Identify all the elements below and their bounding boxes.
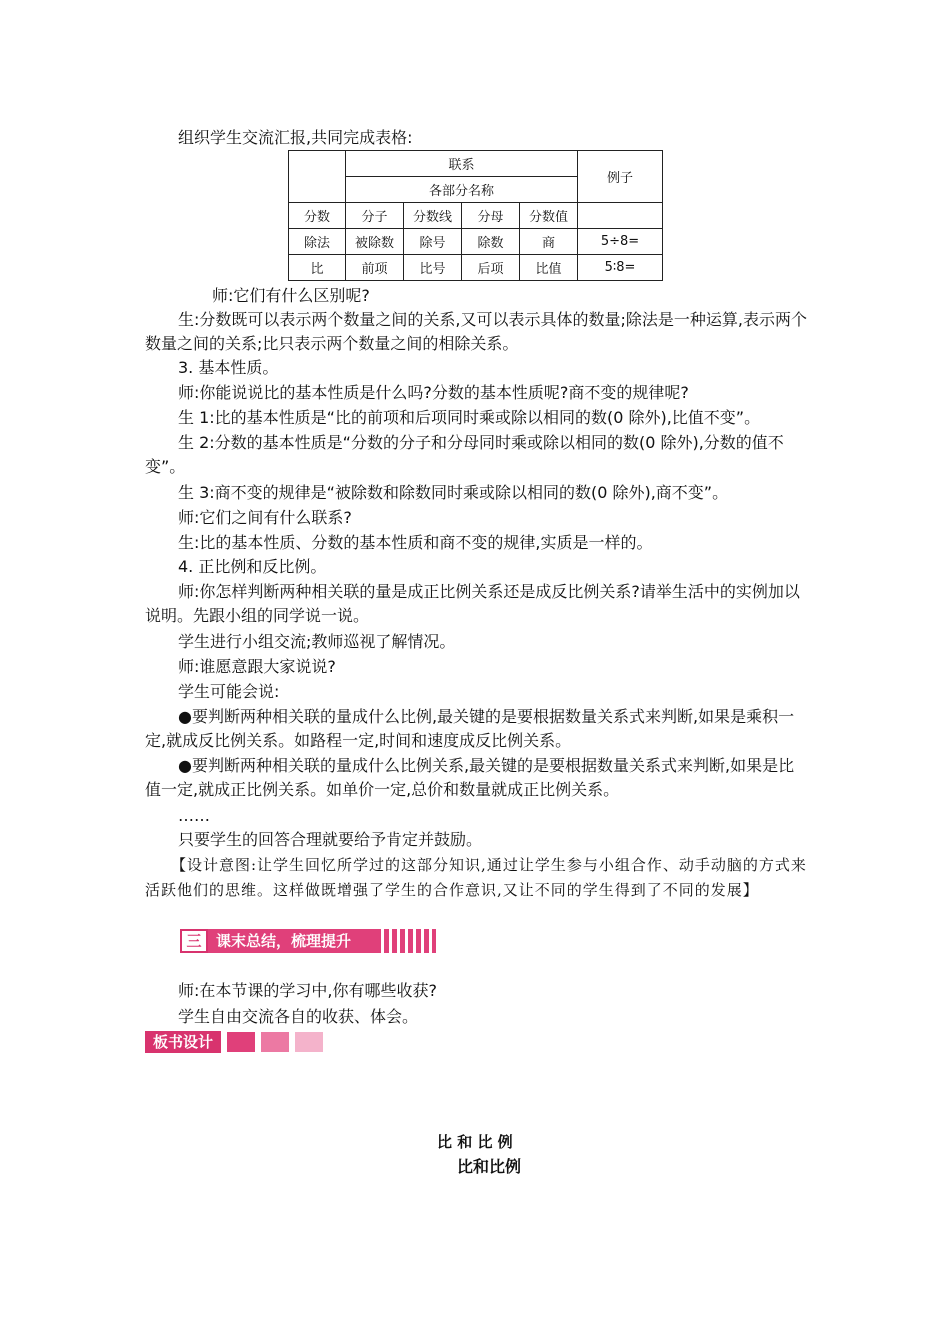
section-title: 课末总结，梳理提升: [208, 929, 376, 953]
design-intent: 【设计意图:让学生回忆所学过的这部分知识,通过让学生参与小组合作、动手动脑的方式来活跃他们的思维。这样做既增强了学生的合作意识,又让不同的学生得到了不同的发展】: [145, 856, 807, 899]
board-design-banner: [145, 1031, 323, 1053]
table-cell-example: 5∶8=: [578, 255, 663, 281]
section-banner: [180, 929, 436, 953]
board-subtitle: 比和比例: [457, 1157, 522, 1176]
line-3: 3. 基本性质。: [178, 358, 279, 377]
line-5: 生 1:比的基本性质是“比的前项和后项同时乘或除以相同的数(0 除外),比值不变”。: [178, 408, 761, 427]
line-9: 生:比的基本性质、分数的基本性质和商不变的规律,实质是一样的。: [178, 533, 653, 552]
line-11: 师:你怎样判断两种相关联的量是成正比例关系还是成反比例关系?请举生活中的实例加以说明。先跟小组的同学说一说。: [145, 582, 800, 625]
header-example: 例子: [578, 151, 663, 203]
line-12: 学生进行小组交流;教师巡视了解情况。: [178, 632, 456, 651]
table-cell: 分数线: [404, 203, 462, 229]
line-4: 师:你能说说比的基本性质是什么吗?分数的基本性质呢?商不变的规律呢?: [178, 383, 689, 402]
row-name: 比: [289, 255, 346, 281]
table-cell-example: [578, 203, 663, 229]
decor-square: [295, 1032, 323, 1052]
section-number: 三: [180, 929, 208, 953]
table-row: [289, 203, 663, 229]
table-cell: 商: [520, 229, 578, 255]
table-cell: 比号: [404, 255, 462, 281]
line-6: 生 2:分数的基本性质是“分数的分子和分母同时乘或除以相同的数(0 除外),分数的值不变”。: [145, 433, 784, 476]
line-8: 师:它们之间有什么联系?: [178, 508, 352, 527]
line-1: 师:它们有什么区别呢?: [212, 286, 370, 305]
table-cell: 除号: [404, 229, 462, 255]
table-cell: 后项: [462, 255, 520, 281]
table-cell: 分母: [462, 203, 520, 229]
table-row: [289, 229, 663, 255]
line-17: ……: [178, 806, 210, 825]
table-cell: 比值: [520, 255, 578, 281]
banner-stripes: [376, 929, 436, 953]
line-15: ●要判断两种相关联的量成什么比例,最关键的是要根据数量关系式来判断,如果是乘积一定,就成反比例关系。如路程一定,时间和速度成反比例关系。: [145, 707, 795, 750]
line-14: 学生可能会说:: [178, 682, 280, 701]
table-corner: [289, 151, 346, 203]
board-title: 比 和 比 例: [437, 1133, 513, 1151]
table-row: [289, 255, 663, 281]
table-cell: 分子: [346, 203, 404, 229]
line-7: 生 3:商不变的规律是“被除数和除数同时乘或除以相同的数(0 除外),商不变”。: [178, 483, 729, 502]
board-design-label: 板书设计: [145, 1031, 221, 1053]
row-name: 除法: [289, 229, 346, 255]
table-cell: 分数值: [520, 203, 578, 229]
header-relation: 联系: [346, 151, 578, 177]
line-18: 只要学生的回答合理就要给予肯定并鼓励。: [178, 830, 483, 849]
line-16: ●要判断两种相关联的量成什么比例关系,最关键的是要根据数量关系式来判断,如果是比值一定,就成正比例关系。如单价一定,总价和数量就成正比例关系。: [145, 756, 795, 799]
table-cell-example: 5÷8=: [578, 229, 663, 255]
line-21: 学生自由交流各自的收获、体会。: [178, 1007, 419, 1026]
line-20: 师:在本节课的学习中,你有哪些收获?: [178, 981, 437, 1000]
line-10: 4. 正比例和反比例。: [178, 557, 327, 576]
table-cell: 除数: [462, 229, 520, 255]
line-13: 师:谁愿意跟大家说说?: [178, 657, 336, 676]
table-cell: 前项: [346, 255, 404, 281]
decor-square: [261, 1032, 289, 1052]
header-parts: 各部分名称: [346, 177, 578, 203]
decor-square: [227, 1032, 255, 1052]
comparison-table: [288, 150, 663, 281]
row-name: 分数: [289, 203, 346, 229]
line-2: 生:分数既可以表示两个数量之间的关系,又可以表示具体的数量;除法是一种运算,表示两个数量之间的关系;比只表示两个数量之间的相除关系。: [145, 310, 807, 353]
table-cell: 被除数: [346, 229, 404, 255]
intro-text: 组织学生交流汇报,共同完成表格:: [178, 128, 413, 147]
